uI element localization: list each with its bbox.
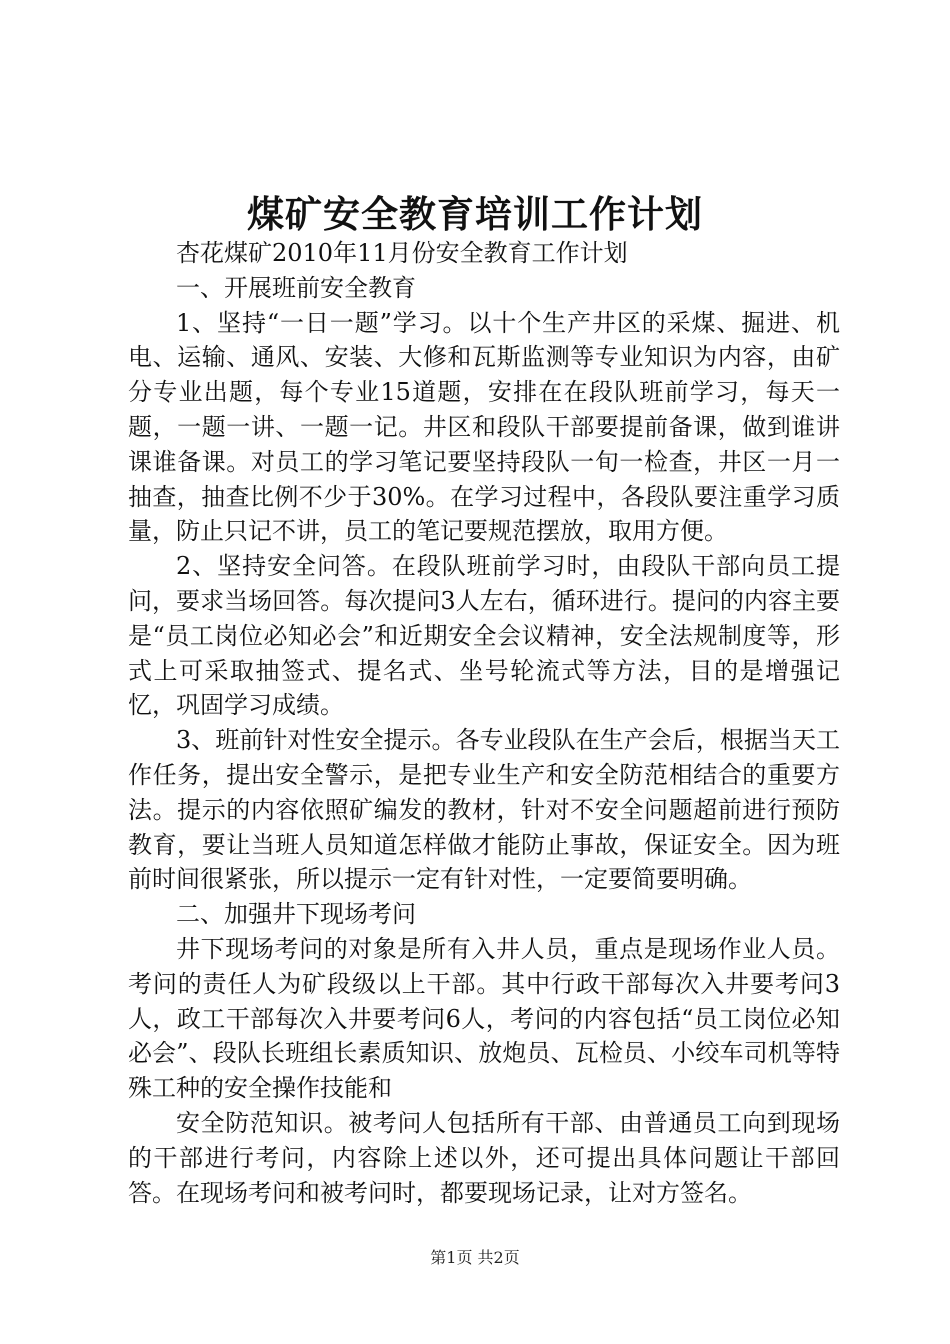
document-body bbox=[128, 236, 840, 1210]
paragraph-section-1-heading: 一、开展班前安全教育 bbox=[176, 273, 416, 302]
paragraph-plan-subtitle: 杏花煤矿2010年11月份安全教育工作计划 bbox=[176, 239, 628, 267]
paragraph-item-3: 3、班前针对性安全提示。各专业段队在生产会后，根据当天工作任务，提出安全警示，是把专业生产和安全防范相结合的重要方法。提示的内容依照矿编发的教材，针对不安全问题超前进行预防教育，要让当班人员知道怎样做才能防止事故，保证安全。因为班前时间很紧张，所以提示一定有针对性，一定要简要明确。 bbox=[128, 726, 840, 894]
paragraph-section-2-body: 井下现场考问的对象是所有入井人员，重点是现场作业人员。考问的责任人为矿段级以上干部。其中行政干部每次入井要考问3人，政工干部每次入井要考问6人，考问的内容包括“员工岗位必知必会”、段队长班组长素质知识、放炮员、瓦检员、小绞车司机等特殊工种的安全操作技能和 bbox=[128, 934, 840, 1103]
paragraph-section-2-continued: 安全防范知识。被考问人包括所有干部、由普通员工向到现场的干部进行考问，内容除上述以外，还可提出具体问题让干部回答。在现场考问和被考问时，都要现场记录，让对方签名。 bbox=[128, 1108, 840, 1207]
paragraph-section-2-heading: 二、加强井下现场考问 bbox=[176, 900, 416, 929]
paragraph-item-2: 2、坚持安全问答。在段队班前学习时，由段队干部向员工提问，要求当场回答。每次提问3人左右，循环进行。提问的内容主要是“员工岗位必知必会”和近期安全会议精神，安全法规制度等，形式上可采取抽签式、提名式、坐号轮流式等方法，目的是增强记忆，巩固学习成绩。 bbox=[128, 552, 840, 720]
document-title: 煤矿安全教育培训工作计划 bbox=[247, 192, 703, 236]
page-footer: 第1页 共2页 bbox=[430, 1248, 520, 1267]
paragraph-item-1: 1、坚持“一日一题”学习。以十个生产井区的采煤、掘进、机电、运输、通风、安装、大修和瓦斯监测等专业知识为内容，由矿分专业出题，每个专业15道题，安排在在段队班前学习，每天一题，一题一讲、一题一记。井区和段队干部要提前备课，做到谁讲课谁备课。对员工的学习笔记要坚持段队一旬一检查，井区一月一抽查，抽查比例不少于30%。在学习过程中，各段队要注重学习质量，防止只记不讲，员工的笔记要规范摆放，取用方便。 bbox=[128, 308, 840, 546]
